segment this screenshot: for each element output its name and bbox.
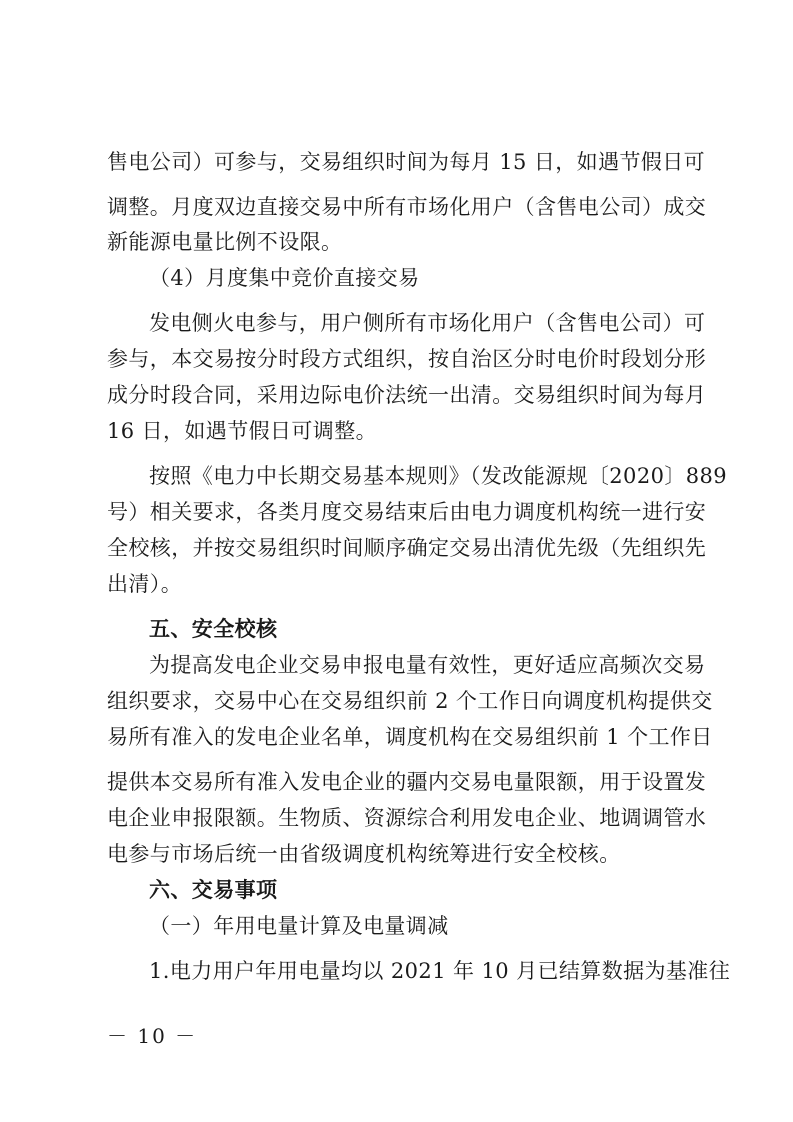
paragraph-line: 易所有准入的发电企业名单，调度机构在交易组织前 1 个工作日 [107, 725, 713, 749]
paragraph-line: 发电侧火电参与，用户侧所有市场化用户（含售电公司）可 [149, 311, 706, 335]
paragraph-line: 参与，本交易按分时段方式组织，按自治区分时电价时段划分形 [107, 347, 707, 371]
page-number: － 10 － [107, 1024, 198, 1048]
subsection-heading: （4）月度集中竞价直接交易 [149, 266, 420, 290]
paragraph-line: 售电公司）可参与，交易组织时间为每月 15 日，如遇节假日可 [107, 150, 706, 174]
paragraph-line: 成分时段合同，采用边际电价法统一出清。交易组织时间为每月 [107, 383, 707, 407]
paragraph-line: 出清）。 [107, 572, 183, 596]
paragraph-line: 按照《电力中长期交易基本规则》（发改能源规〔2020〕889 [149, 464, 728, 488]
section-heading-trading-matters: 六、交易事项 [149, 877, 278, 902]
paragraph-line: 电参与市场后统一由省级调度机构统筹进行安全校核。 [107, 842, 621, 866]
paragraph-line: 16 日，如遇节假日可调整。 [107, 419, 377, 443]
paragraph-line: 号）相关要求，各类月度交易结束后由电力调度机构统一进行安 [107, 500, 707, 524]
paragraph-line: 组织要求，交易中心在交易组织前 2 个工作日向调度机构提供交 [107, 689, 713, 713]
paragraph-line: 全校核，并按交易组织时间顺序确定交易出清优先级（先组织先 [107, 536, 707, 560]
paragraph-line: 新能源电量比例不设限。 [107, 230, 343, 254]
paragraph-line: 为提高发电企业交易申报电量有效性，更好适应高频次交易 [149, 653, 706, 677]
paragraph-line: 提供本交易所有准入发电企业的疆内交易电量限额，用于设置发 [107, 770, 707, 794]
paragraph-line: 1.电力用户年用电量均以 2021 年 10 月已结算数据为基准往 [149, 959, 731, 983]
subsection-heading: （一）年用电量计算及电量调减 [149, 914, 449, 938]
section-heading-safety-check: 五、安全校核 [149, 616, 278, 641]
paragraph-line: 电企业申报限额。生物质、资源综合利用发电企业、地调调管水 [107, 806, 707, 830]
paragraph-line: 调整。月度双边直接交易中所有市场化用户（含售电公司）成交 [107, 195, 707, 219]
